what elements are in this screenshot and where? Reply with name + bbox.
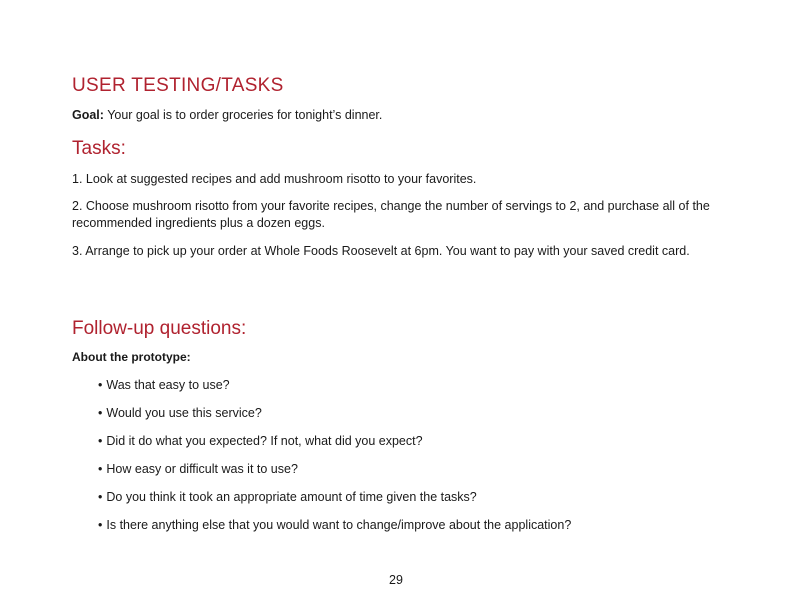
bullet-icon: • (98, 406, 103, 420)
followup-subheading: About the prototype: (72, 350, 191, 364)
question-text: Did it do what you expected? If not, what did you expect? (106, 434, 423, 448)
bullet-icon: • (98, 518, 103, 532)
question-text: Is there anything else that you would want to change/improve about the application? (106, 518, 572, 532)
page-title: USER TESTING/TASKS (72, 75, 284, 96)
bullet-icon: • (98, 434, 103, 448)
goal-text: Your goal is to order groceries for tonight’s dinner. (103, 108, 383, 122)
question-text: Would you use this service? (106, 406, 262, 420)
goal-label: Goal: (72, 108, 104, 122)
task-item-3: 3. Arrange to pick up your order at Whole Foods Roosevelt at 6pm. You want to pay with your saved credit card. (72, 244, 690, 258)
question-text: Was that easy to use? (106, 378, 230, 392)
tasks-heading: Tasks: (72, 138, 126, 159)
task-item-2: 2. Choose mushroom risotto from your favorite recipes, change the number of servings to 2, and purchase all of the recommended ingredients plus a dozen eggs. (72, 199, 710, 230)
question-list (98, 377, 571, 545)
question-item (98, 489, 571, 517)
question-text: How easy or difficult was it to use? (106, 462, 298, 476)
bullet-icon: • (98, 490, 103, 504)
question-item (98, 517, 571, 545)
question-item (98, 405, 571, 433)
question-item (98, 433, 571, 461)
question-item (98, 377, 571, 405)
bullet-icon: • (98, 378, 103, 392)
question-item (98, 461, 571, 489)
task-item-1: 1. Look at suggested recipes and add mushroom risotto to your favorites. (72, 172, 477, 186)
question-text: Do you think it took an appropriate amount of time given the tasks? (106, 490, 477, 504)
bullet-icon: • (98, 462, 103, 476)
page-number: 29 (389, 573, 403, 587)
goal-statement (72, 108, 382, 122)
followup-heading: Follow-up questions: (72, 318, 247, 339)
